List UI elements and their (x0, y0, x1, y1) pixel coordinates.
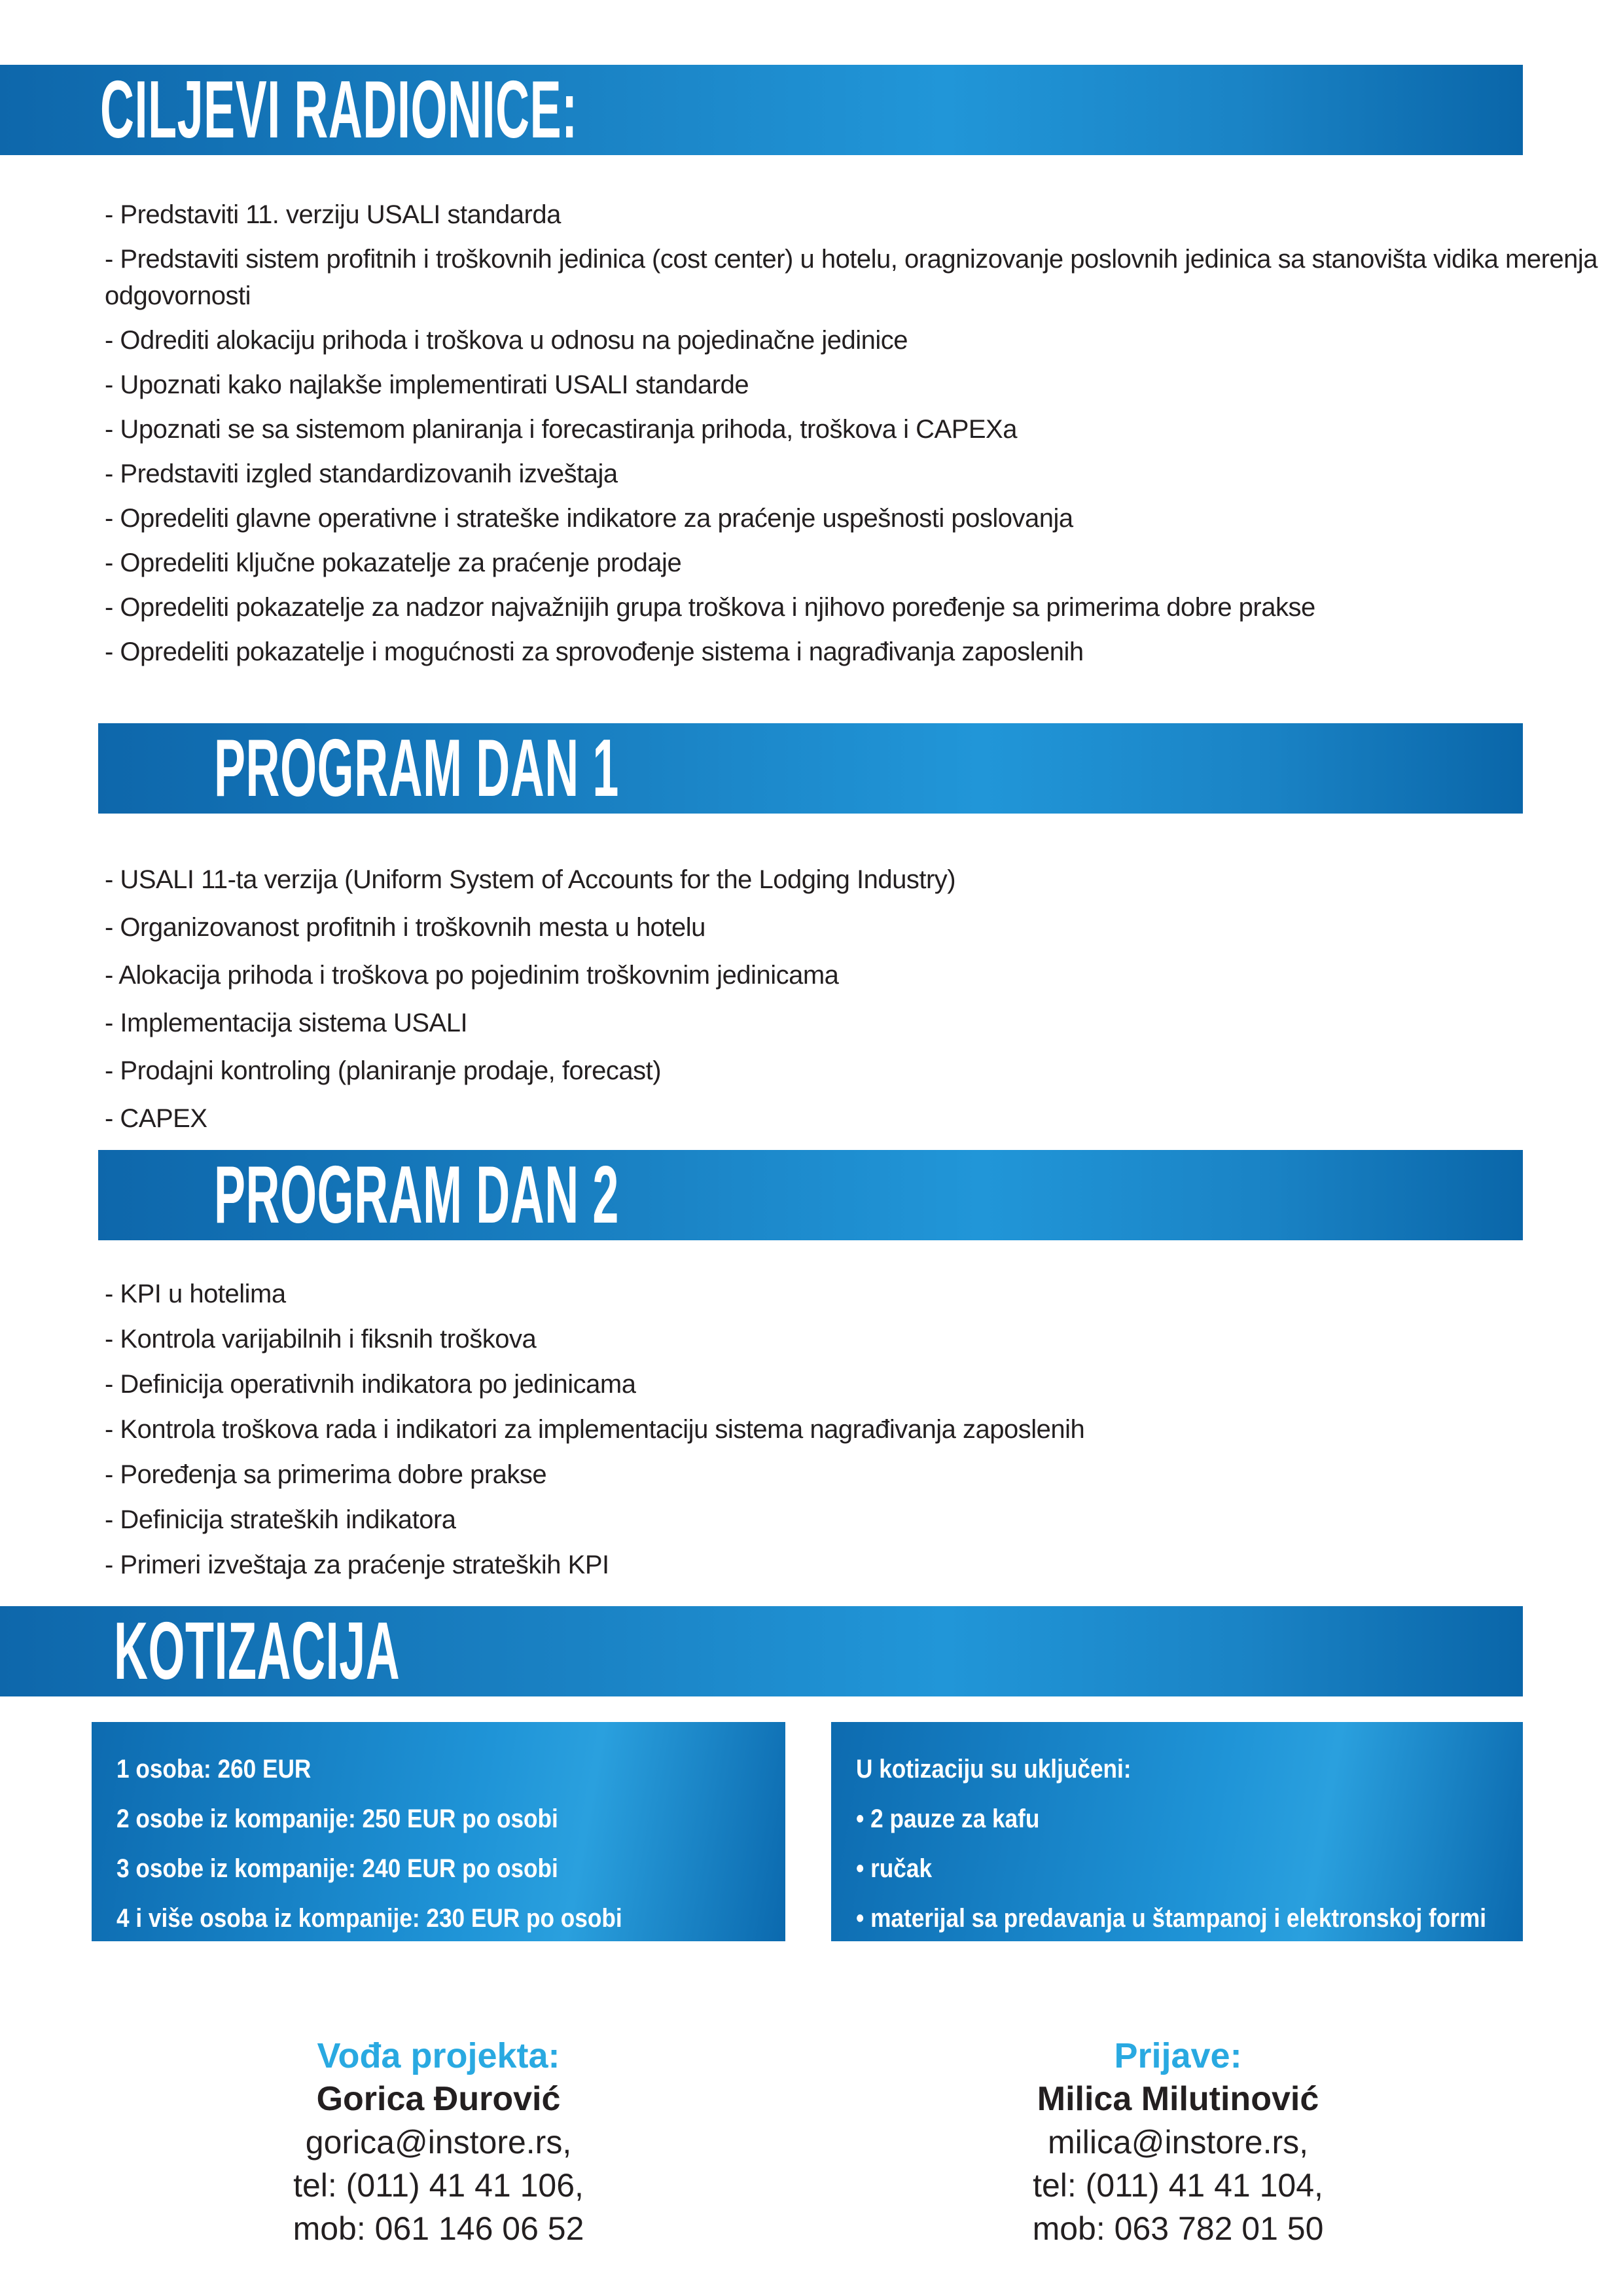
includes-line (856, 1901, 1503, 1936)
program-day2-item: - Definicija operativnih indikatora po jedinicama (105, 1370, 636, 1399)
goal-item: - Opredeliti pokazatelje za nadzor najvažnijih grupa troškova i njihovo poređenje sa primerima dobre prakse (105, 593, 1315, 622)
program-day1-item: - CAPEX (105, 1104, 207, 1133)
price-line (116, 1901, 766, 1936)
includes-title: U kotizaciju su uključeni: (856, 1755, 1132, 1784)
goals-title: CILJEVI RADIONICE: (100, 65, 578, 155)
program-day2-item: - Definicija strateških indikatora (105, 1505, 456, 1534)
program-day2-title: PROGRAM DAN 2 (214, 1150, 619, 1240)
pricing-boxes-row (92, 1722, 1623, 1941)
contact-registrations (825, 2034, 1531, 2250)
includes-text: • materijal sa predavanja u štampanoj i elektronskoj formi (856, 1904, 1487, 1933)
pricing-banner (0, 1606, 1523, 1696)
contacts-row (0, 2034, 1623, 2250)
goals-banner (0, 65, 1523, 155)
price-line (116, 1851, 766, 1886)
goal-item: - Predstaviti sistem profitnih i troškovnih jedinica (cost center) u hotelu, oragnizovanje poslovnih jedinica sa stanovišta vidika merenja odgovornosti (105, 245, 1598, 310)
contact-role: Prijave: (1114, 2036, 1242, 2075)
includes-text: • 2 pauze za kafu (856, 1804, 1040, 1833)
program-day2-item: - Kontrola varijabilnih i fiksnih troškova (105, 1325, 537, 1354)
contact-mob: mob: 061 146 06 52 (293, 2210, 584, 2247)
contact-tel: tel: (011) 41 41 104, (1033, 2167, 1323, 2204)
program-day1-item: - Prodajni kontroling (planiranje prodaje, forecast) (105, 1056, 662, 1085)
program-day2-banner (98, 1150, 1523, 1240)
goal-item: - Odrediti alokaciju prihoda i troškova u odnosu na pojedinačne jedinice (105, 326, 908, 355)
goal-item: - Opredeliti ključne pokazatelje za praćenje prodaje (105, 548, 682, 577)
program-day1-item: - USALI 11-ta verzija (Uniform System of Accounts for the Lodging Industry) (105, 865, 956, 894)
goal-item: - Opredeliti glavne operativne i strateške indikatore za praćenje uspešnosti poslovanja (105, 504, 1073, 533)
contact-project-lead (52, 2034, 825, 2250)
price-list-box (92, 1722, 785, 1941)
contact-tel: tel: (011) 41 41 106, (293, 2167, 584, 2204)
includes-box (831, 1722, 1523, 1941)
program-day1-item: - Implementacija sistema USALI (105, 1009, 468, 1037)
contact-name: Gorica Đurović (316, 2080, 561, 2118)
contact-email: milica@instore.rs, (1047, 2124, 1309, 2161)
program-day2-item: - Primeri izveštaja za praćenje strateških KPI (105, 1551, 609, 1579)
includes-text: • ručak (856, 1854, 933, 1883)
price-text: 4 i više osoba iz kompanije: 230 EUR po osobi (116, 1904, 622, 1933)
program-day2-list (0, 1240, 1623, 1583)
goal-item: - Upoznati se sa sistemom planiranja i forecastiranja prihoda, troškova i CAPEXa (105, 415, 1017, 444)
program-day2-item: - Kontrola troškova rada i indikatori za implementaciju sistema nagrađivanja zaposlenih (105, 1415, 1085, 1444)
program-day1-item: - Alokacija prihoda i troškova po pojedinim troškovnim jedinicama (105, 961, 839, 990)
program-day1-title: PROGRAM DAN 1 (214, 723, 619, 814)
price-line (116, 1801, 766, 1837)
goals-list (0, 155, 1623, 670)
price-line (116, 1751, 766, 1787)
contact-name: Milica Milutinović (1037, 2080, 1319, 2118)
includes-title-line (856, 1751, 1503, 1787)
includes-line (856, 1851, 1503, 1886)
contact-role: Vođa projekta: (317, 2036, 560, 2075)
program-day2-item: - KPI u hotelima (105, 1280, 286, 1308)
program-day1-banner (98, 723, 1523, 814)
price-text: 1 osoba: 260 EUR (116, 1755, 312, 1784)
contact-mob: mob: 063 782 01 50 (1032, 2210, 1324, 2247)
program-day1-list (0, 814, 1623, 1137)
price-text: 3 osobe iz kompanije: 240 EUR po osobi (116, 1854, 558, 1883)
goal-item: - Predstaviti 11. verziju USALI standarda (105, 200, 561, 229)
program-day2-item: - Poređenja sa primerima dobre prakse (105, 1460, 547, 1489)
program-day1-item: - Organizovanost profitnih i troškovnih mesta u hotelu (105, 913, 705, 942)
contact-email: gorica@instore.rs, (305, 2124, 572, 2161)
pricing-title: KOTIZACIJA (114, 1606, 401, 1696)
goal-item: - Predstaviti izgled standardizovanih izveštaja (105, 459, 618, 488)
price-text: 2 osobe iz kompanije: 250 EUR po osobi (116, 1804, 558, 1833)
includes-line (856, 1801, 1503, 1837)
goal-item: - Upoznati kako najlakše implementirati USALI standarde (105, 370, 749, 399)
goal-item: - Opredeliti pokazatelje i mogućnosti za sprovođenje sistema i nagrađivanja zaposlenih (105, 637, 1084, 666)
